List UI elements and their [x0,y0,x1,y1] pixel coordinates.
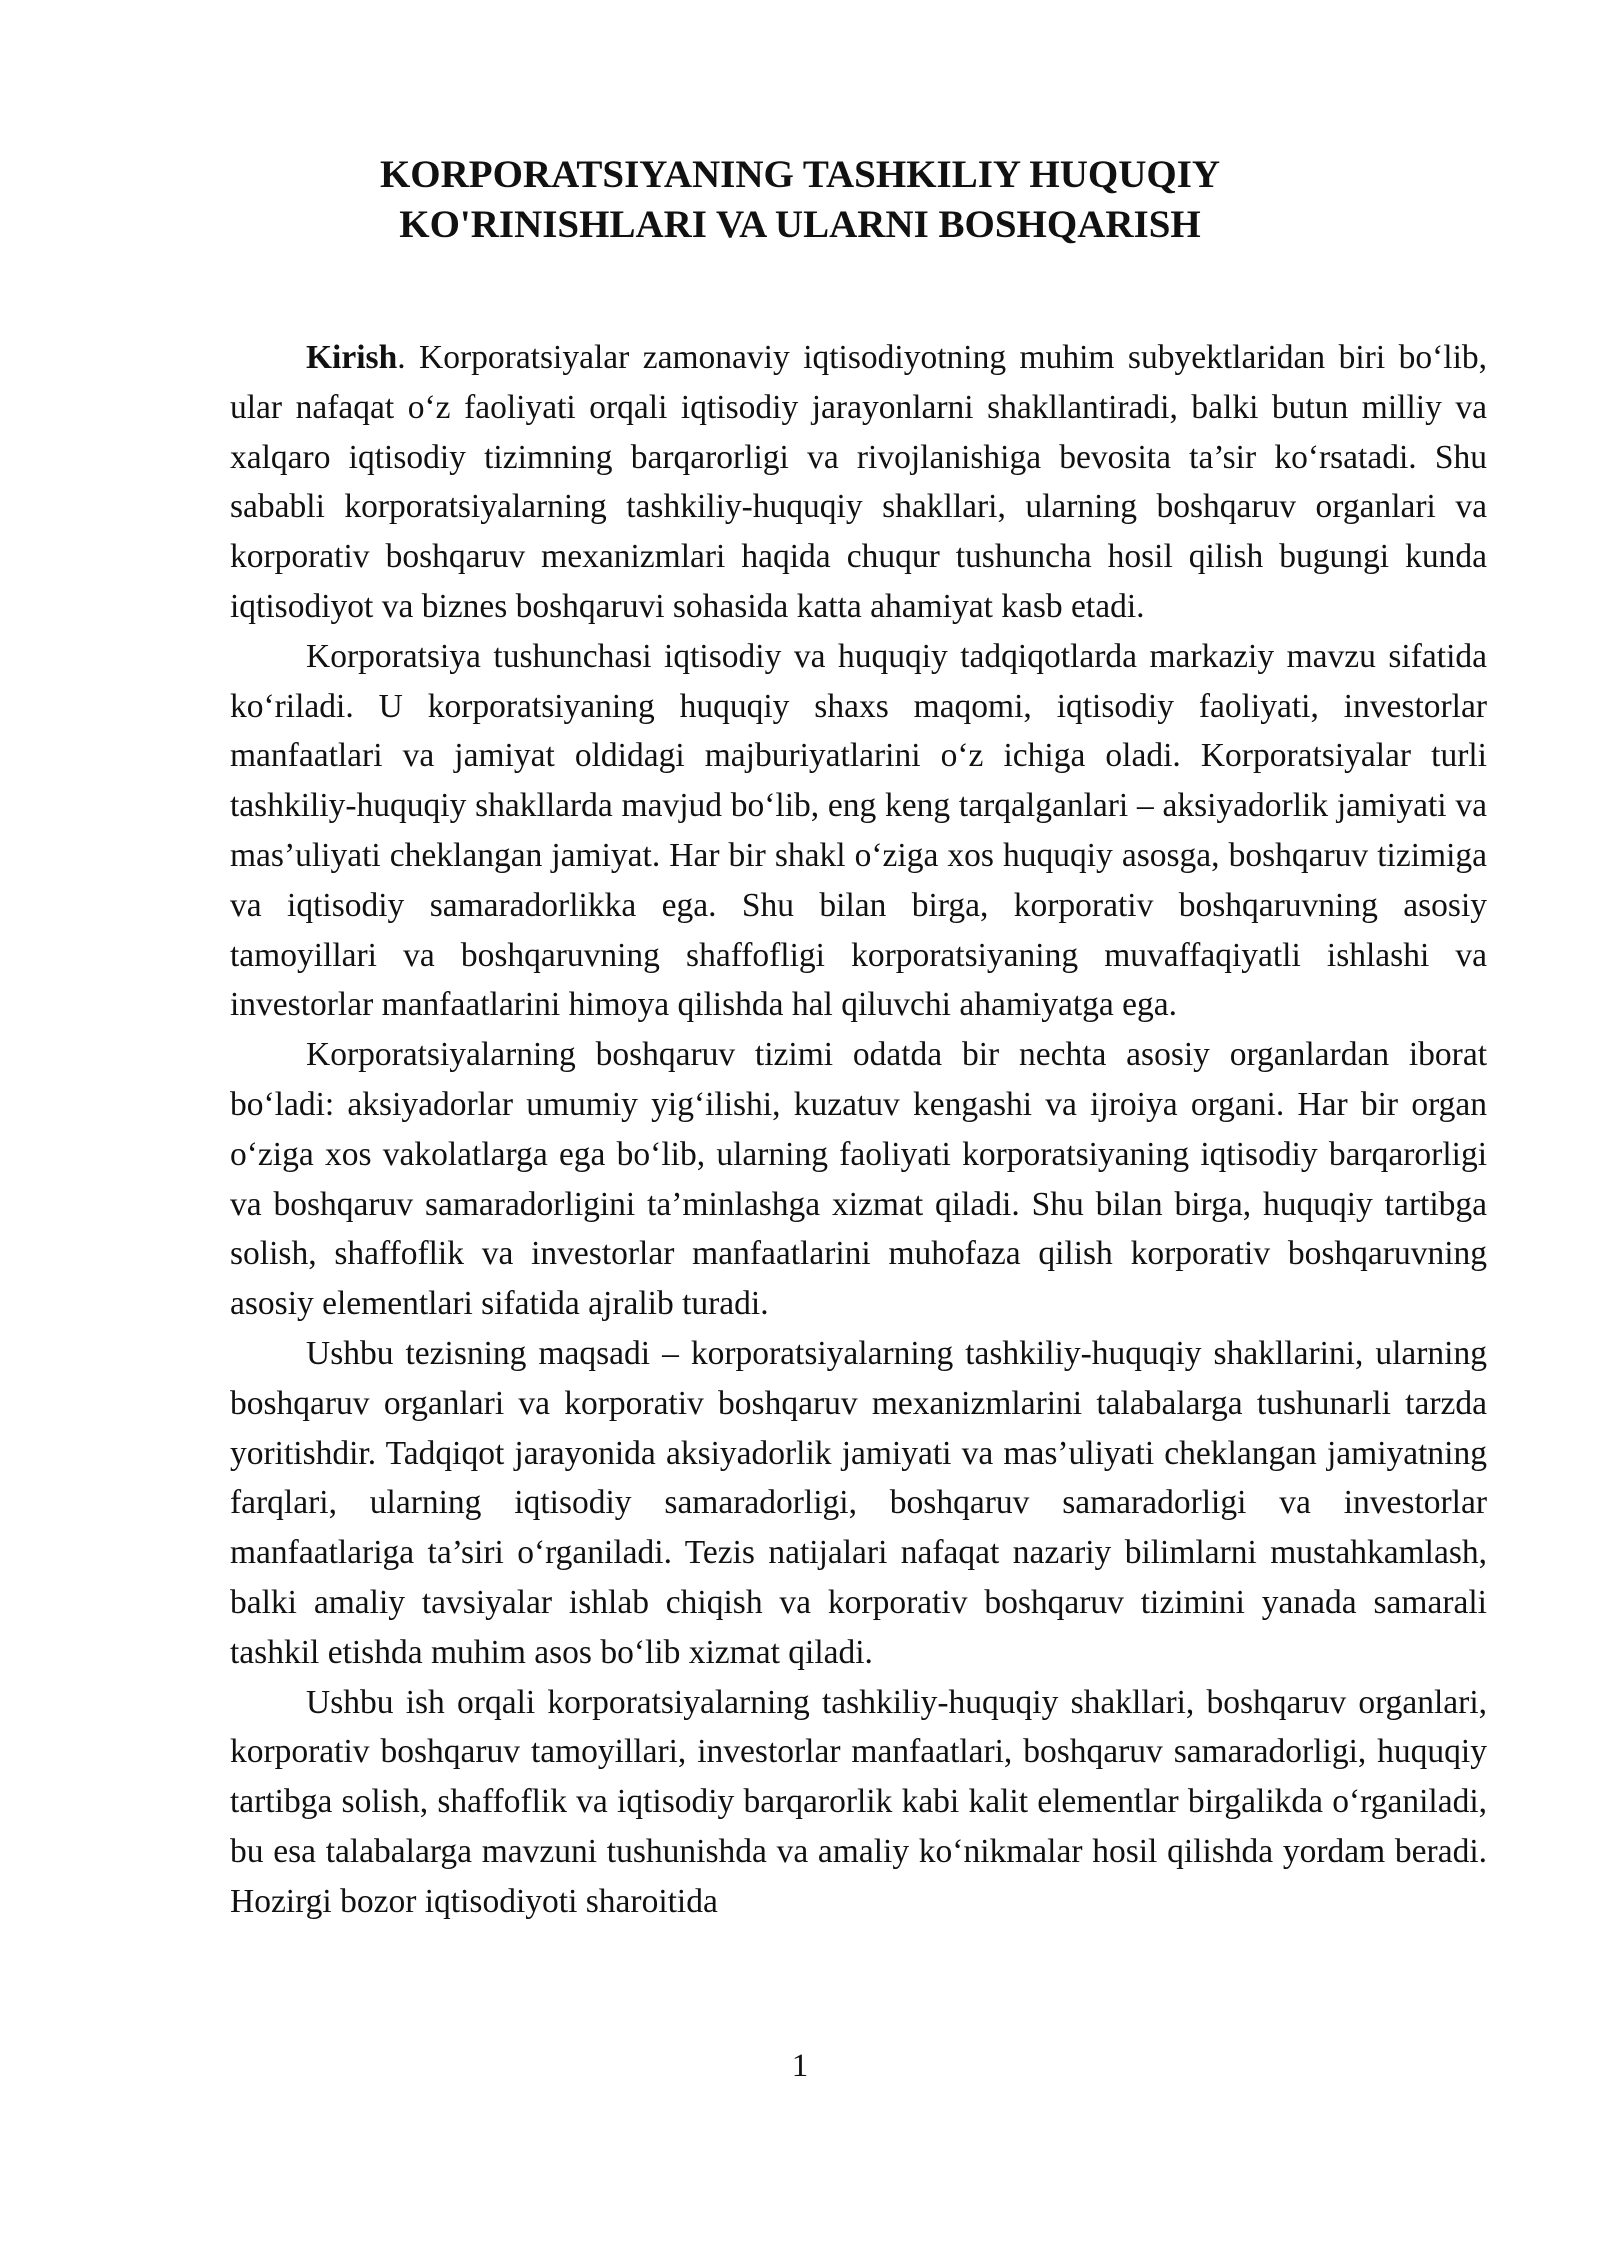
body-paragraph: Ushbu tezisning maqsadi – korporatsiyalarning tashkiliy-huquqiy shakllarini, ularning boshqaruv organlari va korporativ boshqaruv mexanizmlarini talabalarga tushunarli tarzda yoritishdir. Tadqiqot jarayonida aksiyadorlik jamiyati va mas’uliyati cheklangan jamiyatning farqlari, ularning iqtisodiy samaradorligi, boshqaruv samaradorligi va investorlar manfaatlariga ta’siri o‘rganiladi. Tezis natijalari nafaqat nazariy bilimlarni mustahkamlash, balki amaliy tavsiyalar ishlab chiqish va korporativ boshqaruv tizimini yanada samarali tashkil etishda muhim asos bo‘lib xizmat qiladi. [230,1334,1487,1671]
page-number: 1 [791,2048,809,2084]
intro-paragraph [230,333,1487,632]
body-paragraph: Korporatsiyalarning boshqaruv tizimi odatda bir nechta asosiy organlardan iborat bo‘ladi: aksiyadorlar umumiy yig‘ilishi, kuzatuv kengashi va ijroiya organi. Har bir organ o‘ziga xos vakolatlarga ega bo‘lib, ularning faoliyati korporatsiyaning iqtisodiy barqarorligi va boshqaruv samaradorligini ta’minlashga xizmat qiladi. Shu bilan birga, huquqiy tartibga solish, shaffoflik va investorlar manfaatlarini muhofaza qilish korporativ boshqaruvning asosiy elementlari sifatida ajralib turadi. [230,1036,1487,1323]
body-paragraph: Ushbu ish orqali korporatsiyalarning tashkiliy-huquqiy shakllari, boshqaruv organlari, korporativ boshqaruv tamoyillari, investorlar manfaatlari, boshqaruv samaradorligi, huquqiy tartibga solish, shaffoflik va iqtisodiy barqarorlik kabi kalit elementlar birgalikda o‘rganiladi, bu esa talabalarga mavzuni tushunishda va amaliy ko‘nikmalar hosil qilishda yordam beradi. Hozirgi bozor iqtisodiyoti sharoitida [230,1683,1487,1920]
title-line-2: KO'RINISHLARI VA ULARNI BOSHQARISH [399,203,1201,246]
document-body [230,333,1487,1927]
body-paragraph: Korporatsiya tushunchasi iqtisodiy va huquqiy tadqiqotlarda markaziy mavzu sifatida ko‘riladi. U korporatsiyaning huquqiy shaxs maqomi, iqtisodiy faoliyati, investorlar manfaatlari va jamiyat oldidagi majburiyatlarini o‘z ichiga oladi. Korporatsiyalar turli tashkiliy-huquqiy shakllarda mavjud bo‘lib, eng keng tarqalganlari – aksiyadorlik jamiyati va mas’uliyati cheklangan jamiyat. Har bir shakl o‘ziga xos huquqiy asosga, boshqaruv tizimiga va iqtisodiy samaradorlikka ega. Shu bilan birga, korporativ boshqaruvning asosiy tamoyillari va boshqaruvning shaffofligi korporatsiyaning muvaffaqiyatli ishlashi va investorlar manfaatlarini himoya qilishda hal qiluvchi ahamiyatga ega. [230,637,1487,1024]
title-line-1: KORPORATSIYANING TASHKILIY HUQUQIY [379,153,1221,196]
page-title [0,150,1600,250]
intro-text: . Korporatsiyalar zamonaviy iqtisodiyotning muhim subyektlaridan biri bo‘lib, ular nafaqat o‘z faoliyati orqali iqtisodiy jarayonlarni shakllantiradi, balki butun milliy va xalqaro iqtisodiy tizimning barqarorligi va rivojlanishiga bevosita ta’sir ko‘rsatadi. Shu sababli korporatsiyalarning tashkiliy-huquqiy shakllari, ularning boshqaruv organlari va korporativ boshqaruv mexanizmlari haqida chuqur tushuncha hosil qilish bugungi kunda iqtisodiyot va biznes boshqaruvi sohasida katta ahamiyat kasb etadi. [230,339,1487,625]
intro-heading: Kirish [306,339,398,376]
